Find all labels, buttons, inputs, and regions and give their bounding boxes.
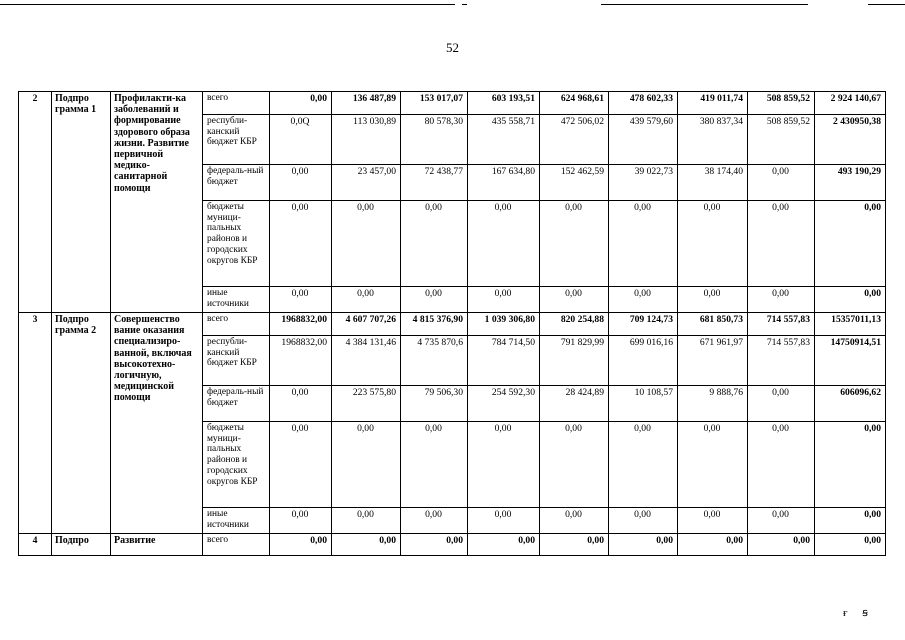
value-cell: 0,00 <box>468 508 540 534</box>
subprogram-cell: Подпро грамма 2 <box>52 313 111 534</box>
value-cell: 0,00 <box>468 534 540 556</box>
value-cell: 167 634,80 <box>468 165 540 201</box>
value-cell: 435 558,71 <box>468 115 540 165</box>
value-cell: 699 016,16 <box>609 336 678 386</box>
value-cell: 80 578,30 <box>401 115 468 165</box>
value-cell: 0,00 <box>401 287 468 313</box>
value-cell: 0,00 <box>748 287 815 313</box>
funding-source-cell: всего <box>203 534 270 556</box>
value-cell: 0,00 <box>332 201 401 287</box>
value-cell: 2 924 140,67 <box>815 92 886 115</box>
value-cell: 0,00 <box>401 201 468 287</box>
value-cell: 0,00 <box>401 508 468 534</box>
value-cell: 0,00 <box>270 287 332 313</box>
value-cell: 714 557,83 <box>748 313 815 336</box>
funding-source-cell: иные источники <box>203 508 270 534</box>
value-cell: 0,00 <box>468 287 540 313</box>
table-row <box>19 313 886 336</box>
value-cell: 603 193,51 <box>468 92 540 115</box>
value-cell: 419 011,74 <box>678 92 748 115</box>
value-cell: 0,00 <box>609 287 678 313</box>
value-cell: 784 714,50 <box>468 336 540 386</box>
corner-marks: ғ ꞩ <box>843 607 874 619</box>
value-cell: 0,00 <box>678 201 748 287</box>
value-cell: 0,00 <box>270 508 332 534</box>
value-cell: 0,00 <box>678 287 748 313</box>
funding-source-cell: республи-канский бюджет КБР <box>203 336 270 386</box>
value-cell: 624 968,61 <box>540 92 609 115</box>
value-cell: 0,00 <box>468 422 540 508</box>
value-cell: 4 607 707,26 <box>332 313 401 336</box>
value-cell: 820 254,88 <box>540 313 609 336</box>
page-number: 52 <box>446 40 459 55</box>
value-cell: 606096,62 <box>815 386 886 422</box>
value-cell: 2 430950,38 <box>815 115 886 165</box>
value-cell: 671 961,97 <box>678 336 748 386</box>
value-cell: 23 457,00 <box>332 165 401 201</box>
value-cell: 0,00 <box>815 534 886 556</box>
funding-source-cell: республи-канский бюджет КБР <box>203 115 270 165</box>
value-cell: 0,00 <box>270 386 332 422</box>
value-cell: 0,00 <box>678 422 748 508</box>
funding-source-cell: федераль-ный бюджет <box>203 165 270 201</box>
value-cell: 709 124,73 <box>609 313 678 336</box>
subprogram-title-cell: Развитие <box>111 534 203 556</box>
value-cell: 0,00 <box>748 422 815 508</box>
funding-source-cell: всего <box>203 92 270 115</box>
subprogram-cell: Подпро <box>52 534 111 556</box>
funding-source-cell: иные источники <box>203 287 270 313</box>
value-cell: 380 837,34 <box>678 115 748 165</box>
value-cell: 113 030,89 <box>332 115 401 165</box>
funding-table <box>18 91 886 556</box>
table-row <box>19 534 886 556</box>
funding-source-cell: бюджеты муници-пальных районов и городских округов КБР <box>203 201 270 287</box>
value-cell: 4 384 131,46 <box>332 336 401 386</box>
value-cell: 10 108,57 <box>609 386 678 422</box>
value-cell: 0,0Q <box>270 115 332 165</box>
value-cell: 0,00 <box>540 287 609 313</box>
value-cell: 0,00 <box>609 201 678 287</box>
value-cell: 0,00 <box>540 508 609 534</box>
value-cell: 472 506,02 <box>540 115 609 165</box>
value-cell: 0,00 <box>332 422 401 508</box>
value-cell: 478 602,33 <box>609 92 678 115</box>
value-cell: 254 592,30 <box>468 386 540 422</box>
value-cell: 4 735 870,6 <box>401 336 468 386</box>
header-rule-left <box>0 4 455 5</box>
value-cell: 0,00 <box>270 92 332 115</box>
value-cell: 0,00 <box>401 422 468 508</box>
value-cell: 0,00 <box>678 508 748 534</box>
value-cell: 1968832,00 <box>270 336 332 386</box>
subprogram-cell: Подпро грамма 1 <box>52 92 111 313</box>
value-cell: 0,00 <box>815 201 886 287</box>
value-cell: 0,00 <box>540 422 609 508</box>
value-cell: 0,00 <box>748 386 815 422</box>
value-cell: 0,00 <box>468 201 540 287</box>
header-rule-dash <box>462 4 467 5</box>
value-cell: 14750914,51 <box>815 336 886 386</box>
funding-source-cell: федераль-ный бюджет <box>203 386 270 422</box>
value-cell: 508 859,52 <box>748 115 815 165</box>
value-cell: 79 506,30 <box>401 386 468 422</box>
value-cell: 0,00 <box>540 534 609 556</box>
value-cell: 0,00 <box>270 201 332 287</box>
value-cell: 0,00 <box>748 165 815 201</box>
value-cell: 1968832,00 <box>270 313 332 336</box>
value-cell: 0,00 <box>270 422 332 508</box>
value-cell: 153 017,07 <box>401 92 468 115</box>
value-cell: 0,00 <box>748 534 815 556</box>
value-cell: 508 859,52 <box>748 92 815 115</box>
value-cell: 0,00 <box>401 534 468 556</box>
value-cell: 0,00 <box>270 534 332 556</box>
value-cell: 714 557,83 <box>748 336 815 386</box>
value-cell: 38 174,40 <box>678 165 748 201</box>
value-cell: 0,00 <box>332 508 401 534</box>
value-cell: 0,00 <box>332 287 401 313</box>
table-row <box>19 92 886 115</box>
funding-source-cell: бюджеты муници-пальных районов и городских округов КБР <box>203 422 270 508</box>
subprogram-title-cell: Профилакти-ка заболеваний и формирование здорового образа жизни. Развитие первичной медико-санитарной помощи <box>111 92 203 313</box>
value-cell: 0,00 <box>678 534 748 556</box>
subprogram-title-cell: Совершенство вание оказания специализиро-ванной, включая высокотехно-логичную, медицинской помощи <box>111 313 203 534</box>
value-cell: 72 438,77 <box>401 165 468 201</box>
value-cell: 681 850,73 <box>678 313 748 336</box>
value-cell: 39 022,73 <box>609 165 678 201</box>
value-cell: 152 462,59 <box>540 165 609 201</box>
value-cell: 0,00 <box>540 201 609 287</box>
funding-source-cell: всего <box>203 313 270 336</box>
row-number-cell: 4 <box>19 534 52 556</box>
value-cell: 15357011,13 <box>815 313 886 336</box>
row-number-cell: 2 <box>19 92 52 313</box>
value-cell: 0,00 <box>748 201 815 287</box>
value-cell: 9 888,76 <box>678 386 748 422</box>
value-cell: 0,00 <box>815 287 886 313</box>
value-cell: 0,00 <box>270 165 332 201</box>
value-cell: 0,00 <box>609 508 678 534</box>
value-cell: 223 575,80 <box>332 386 401 422</box>
value-cell: 0,00 <box>332 534 401 556</box>
header-rule-right <box>868 4 905 5</box>
value-cell: 136 487,89 <box>332 92 401 115</box>
value-cell: 493 190,29 <box>815 165 886 201</box>
value-cell: 439 579,60 <box>609 115 678 165</box>
value-cell: 4 815 376,90 <box>401 313 468 336</box>
row-number-cell: 3 <box>19 313 52 534</box>
value-cell: 0,00 <box>609 422 678 508</box>
value-cell: 0,00 <box>815 508 886 534</box>
value-cell: 28 424,89 <box>540 386 609 422</box>
header-rule-mid <box>601 4 808 5</box>
value-cell: 0,00 <box>815 422 886 508</box>
value-cell: 791 829,99 <box>540 336 609 386</box>
value-cell: 0,00 <box>748 508 815 534</box>
value-cell: 1 039 306,80 <box>468 313 540 336</box>
value-cell: 0,00 <box>609 534 678 556</box>
